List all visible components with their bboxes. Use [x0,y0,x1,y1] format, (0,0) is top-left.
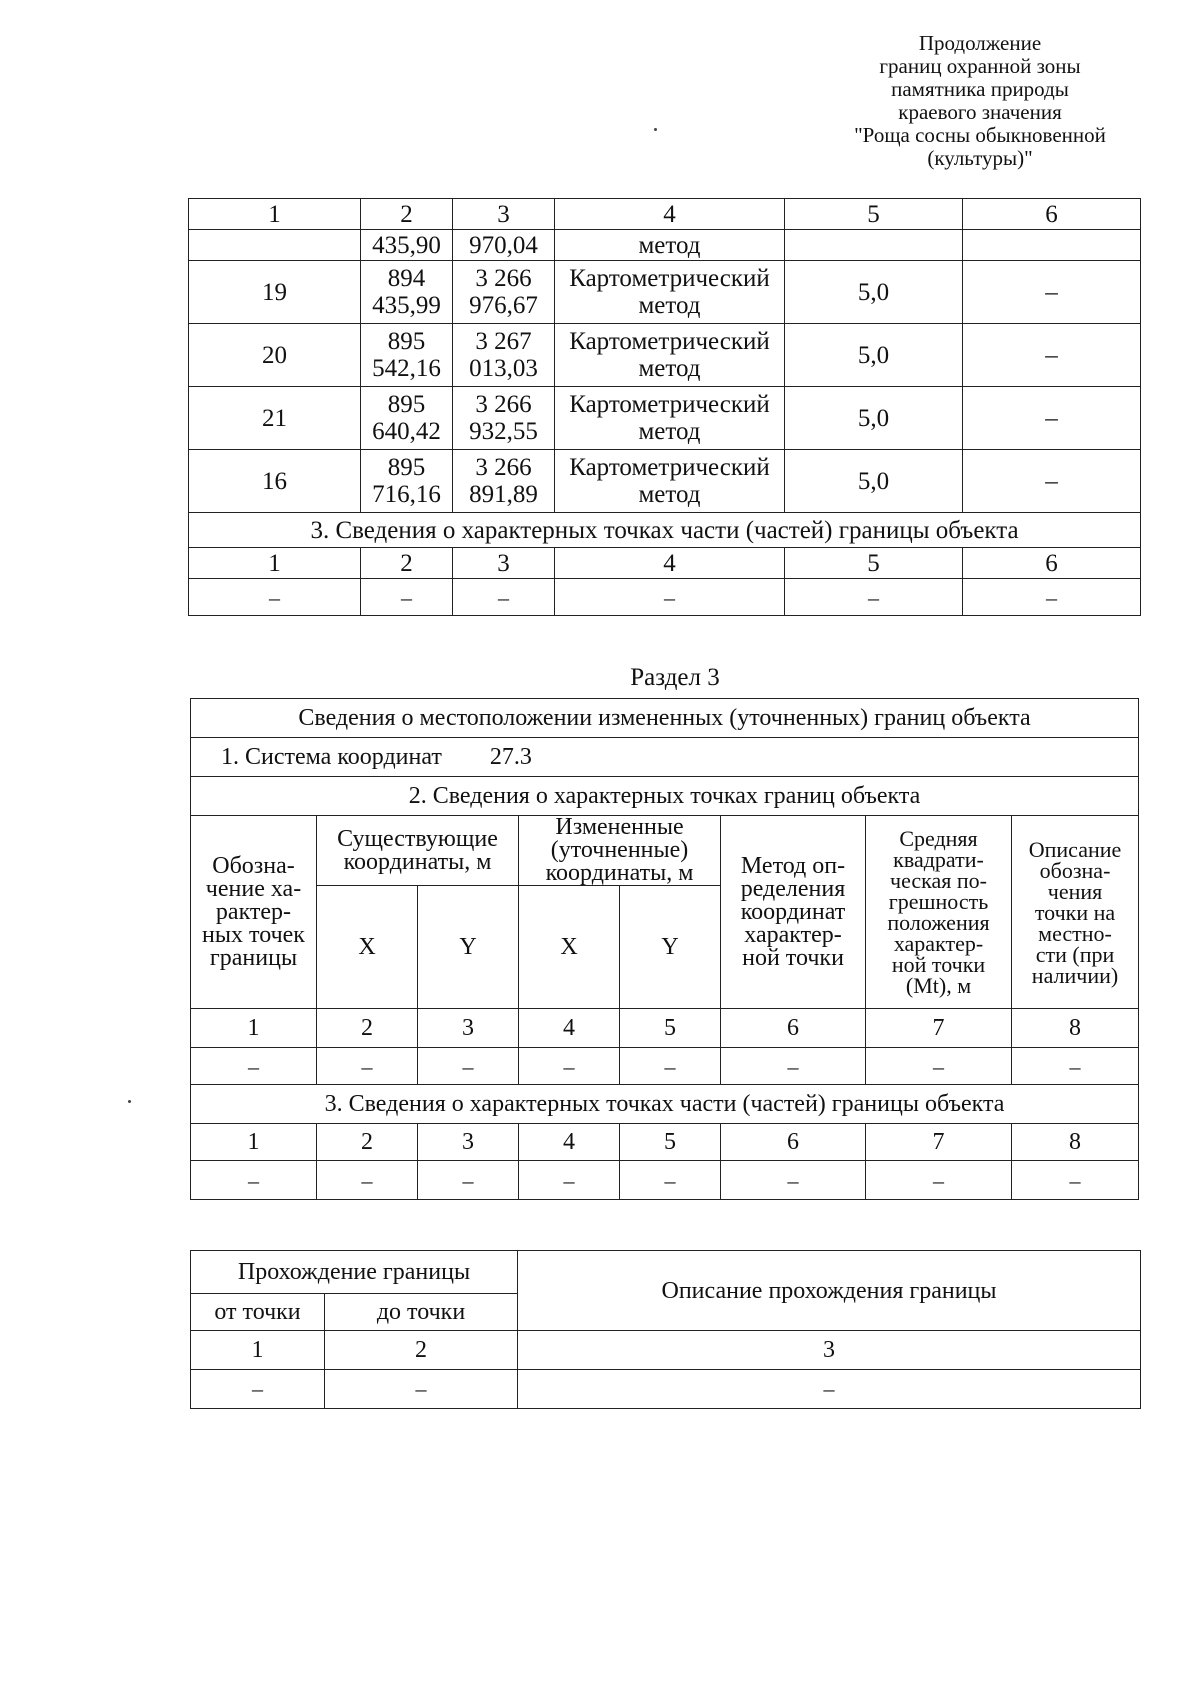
x-cell: 435,90 [361,230,453,261]
col-error: Средняя квадрати- ческая по- грешность положения характер- ной точки (Mt), м [866,816,1012,1009]
coord-system-value: 27.3 [489,743,532,770]
dash-cell: – [191,1370,325,1409]
col-number: 3 [418,1009,519,1048]
table-header-row [191,816,1139,886]
parts-title: 3. Сведения о характерных точках части (частей) границы объекта [189,513,1141,548]
col-number: 4 [555,548,785,579]
col-number: 2 [317,1124,418,1161]
col-number: 2 [361,199,453,230]
col-number: 1 [191,1331,325,1370]
table-title: Сведения о местоположении измененных (уточненных) границ объекта [191,699,1139,738]
scan-speck [654,128,657,131]
heading-line: краевого значения [898,100,1062,124]
boundary-table [190,698,1139,1200]
coord-system-row [191,738,1139,777]
col-number: 6 [721,1124,866,1161]
col-x: X [519,886,620,1009]
col-number: 4 [555,199,785,230]
point-number: 19 [189,261,361,324]
point-number: 20 [189,324,361,387]
method-cell: Картометрический метод [555,387,785,450]
col-x: X [317,886,418,1009]
table-row [191,1161,1139,1200]
col-existing-coords: Существующие координаты, м [317,816,519,886]
y-cell: 3 267 013,03 [453,324,555,387]
coord-system-label: 1. Система координат [221,743,442,770]
dash-cell: – [453,579,555,616]
dash-cell: – [721,1161,866,1200]
col-number: 1 [189,548,361,579]
col-designation: Обозна- чение ха- рактер- ных точек границы [191,816,317,1009]
error-cell: 5,0 [785,450,963,513]
point-number: 21 [189,387,361,450]
heading-line: памятника природы [891,77,1069,101]
boundary-passage-table [190,1250,1141,1409]
dash-cell: – [866,1048,1012,1085]
dash-cell: – [361,579,453,616]
dash-cell: – [555,579,785,616]
col-passage-description: Описание прохождения границы [518,1251,1141,1331]
error-cell: 5,0 [785,387,963,450]
table-row [189,450,1141,513]
col-number: 1 [189,199,361,230]
col-number: 6 [963,199,1141,230]
heading-line: (культуры)" [927,146,1033,170]
col-passage: Прохождение границы [191,1251,518,1294]
y-cell: 3 266 932,55 [453,387,555,450]
dash-cell: – [620,1048,721,1085]
col-number: 2 [325,1331,518,1370]
dash-cell: – [518,1370,1141,1409]
col-to-point: до точки [325,1294,518,1331]
col-number: 5 [785,199,963,230]
col-number: 4 [519,1009,620,1048]
coord-system [191,738,1139,777]
col-number: 1 [191,1124,317,1161]
points-table [188,198,1141,616]
method-cell: Картометрический метод [555,450,785,513]
table-row [189,230,1141,261]
method-cell: Картометрический метод [555,261,785,324]
col-description: Описание обозна- чения точки на местно- сти (при наличии) [1012,816,1139,1009]
column-numbers-row [191,1331,1141,1370]
heading-line: "Роща сосны обыкновенной [854,123,1106,147]
description-cell: – [963,261,1141,324]
description-cell: – [963,450,1141,513]
col-number: 8 [1012,1009,1139,1048]
col-number: 6 [721,1009,866,1048]
table-row [189,387,1141,450]
col-number: 5 [620,1124,721,1161]
dash-cell: – [317,1161,418,1200]
table-row [189,324,1141,387]
description-cell: – [963,387,1141,450]
error-cell: 5,0 [785,261,963,324]
error-cell: 5,0 [785,324,963,387]
scan-speck [128,1100,131,1103]
col-number: 8 [1012,1124,1139,1161]
col-number: 2 [361,548,453,579]
dash-cell: – [721,1048,866,1085]
col-number: 3 [518,1331,1141,1370]
table-row [189,579,1141,616]
points-title: 2. Сведения о характерных точках границ объекта [191,777,1139,816]
dash-cell: – [418,1161,519,1200]
method-cell: метод [555,230,785,261]
y-cell: 3 266 976,67 [453,261,555,324]
dash-cell: – [317,1048,418,1085]
dash-cell: – [418,1048,519,1085]
x-cell: 895 640,42 [361,387,453,450]
dash-cell: – [785,579,963,616]
heading-line: Продолжение [918,31,1042,55]
col-number: 5 [620,1009,721,1048]
col-number: 1 [191,1009,317,1048]
col-number: 6 [963,548,1141,579]
col-number: 5 [785,548,963,579]
dash-cell: – [519,1161,620,1200]
dash-cell: – [189,579,361,616]
dash-cell: – [620,1161,721,1200]
dash-cell: – [325,1370,518,1409]
col-number: 3 [453,199,555,230]
col-number: 7 [866,1009,1012,1048]
table-header-row [191,1251,1141,1294]
dash-cell: – [191,1048,317,1085]
x-cell: 895 542,16 [361,324,453,387]
points-title-row [191,777,1139,816]
table-header-row [189,548,1141,579]
description-cell: – [963,324,1141,387]
dash-cell: – [191,1161,317,1200]
col-number: 2 [317,1009,418,1048]
table-row [191,1370,1141,1409]
table-row [189,261,1141,324]
col-from-point: от точки [191,1294,325,1331]
column-numbers-row [191,1009,1139,1048]
col-y: Y [620,886,721,1009]
section-title-row [189,513,1141,548]
dash-cell: – [866,1161,1012,1200]
y-cell: 970,04 [453,230,555,261]
y-cell: 3 266 891,89 [453,450,555,513]
x-cell: 895 716,16 [361,450,453,513]
dash-cell: – [963,579,1141,616]
dash-cell: – [519,1048,620,1085]
col-number: 3 [418,1124,519,1161]
dash-cell: – [1012,1161,1139,1200]
col-changed-coords: Измененные (уточненные) координаты, м [519,816,721,886]
col-number: 3 [453,548,555,579]
col-number: 7 [866,1124,1012,1161]
parts-title-row [191,1085,1139,1124]
point-number: 16 [189,450,361,513]
table-header-row [189,199,1141,230]
x-cell: 894 435,99 [361,261,453,324]
col-y: Y [418,886,519,1009]
document-heading [815,32,1145,170]
table-title-row [191,699,1139,738]
column-numbers-row [191,1124,1139,1161]
col-method: Метод оп- ределения координат характер- ной точки [721,816,866,1009]
section-title: Раздел 3 [630,664,720,691]
col-number: 4 [519,1124,620,1161]
dash-cell: – [1012,1048,1139,1085]
method-cell: Картометрический метод [555,324,785,387]
parts-title: 3. Сведения о характерных точках части (частей) границы объекта [191,1085,1139,1124]
table-row [191,1048,1139,1085]
heading-line: границ охранной зоны [879,54,1081,78]
